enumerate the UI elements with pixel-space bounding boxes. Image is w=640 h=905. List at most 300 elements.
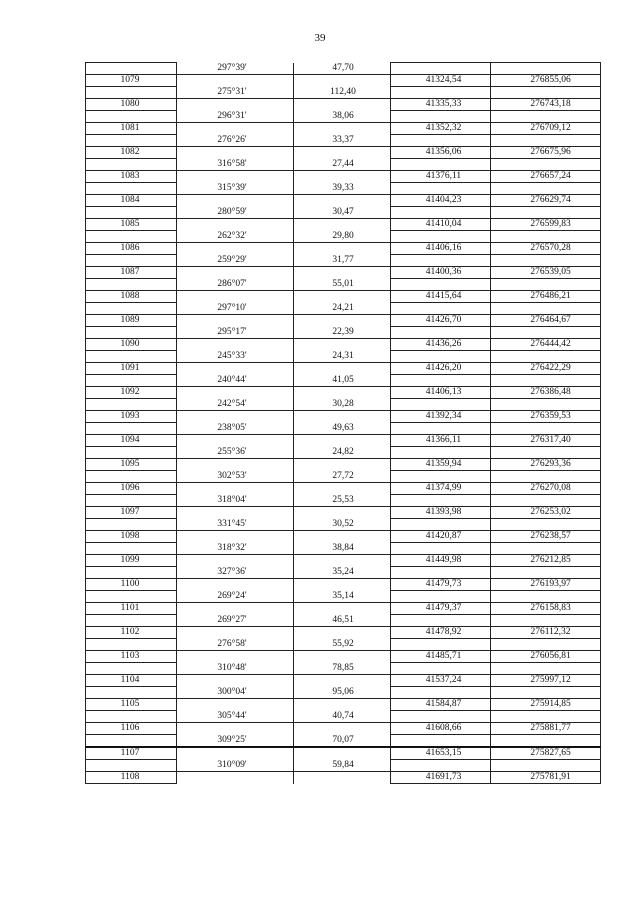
x-coordinate-cell: 41376,11 [391, 171, 491, 183]
x-coordinate-cell [391, 135, 491, 147]
distance-cell: 29,80 [294, 231, 391, 243]
measurement-row [86, 495, 601, 507]
x-coordinate-cell [391, 615, 491, 627]
y-coordinate-cell: 276253,02 [491, 507, 601, 519]
measurement-row [86, 63, 601, 75]
distance-cell: 70,07 [294, 735, 391, 748]
direction-angle-cell: 245°33' [177, 351, 294, 363]
y-coordinate-cell: 275781,91 [491, 772, 601, 784]
point-number-cell: 1088 [86, 291, 177, 303]
point-number-cell [86, 423, 177, 435]
y-coordinate-cell [491, 351, 601, 363]
distance-cell [294, 555, 391, 567]
point-number-cell: 1079 [86, 75, 177, 87]
distance-cell [294, 627, 391, 639]
point-number-cell: 1097 [86, 507, 177, 519]
y-coordinate-cell [491, 591, 601, 603]
x-coordinate-cell [391, 87, 491, 99]
x-coordinate-cell: 41406,13 [391, 387, 491, 399]
measurement-row [86, 279, 601, 291]
distance-cell [294, 435, 391, 447]
x-coordinate-cell [391, 760, 491, 772]
measurement-row [86, 87, 601, 99]
x-coordinate-cell: 41537,24 [391, 675, 491, 687]
distance-cell: 33,37 [294, 135, 391, 147]
x-coordinate-cell: 41359,94 [391, 459, 491, 471]
point-row [86, 291, 601, 303]
measurement-row [86, 591, 601, 603]
direction-angle-cell: 300°04' [177, 687, 294, 699]
distance-cell [294, 339, 391, 351]
x-coordinate-cell: 41410,04 [391, 219, 491, 231]
x-coordinate-cell: 41356,06 [391, 147, 491, 159]
direction-angle-cell [177, 243, 294, 255]
y-coordinate-cell [491, 760, 601, 772]
measurement-row [86, 760, 601, 772]
x-coordinate-cell: 41426,70 [391, 315, 491, 327]
distance-cell: 40,74 [294, 711, 391, 723]
direction-angle-cell: 262°32' [177, 231, 294, 243]
y-coordinate-cell [491, 87, 601, 99]
distance-cell: 38,84 [294, 543, 391, 555]
point-row [86, 411, 601, 423]
point-number-cell: 1107 [86, 747, 177, 760]
distance-cell: 27,44 [294, 159, 391, 171]
point-number-cell [86, 279, 177, 291]
distance-cell [294, 675, 391, 687]
point-row [86, 603, 601, 615]
distance-cell [294, 531, 391, 543]
direction-angle-cell: 255°36' [177, 447, 294, 459]
measurement-row [86, 471, 601, 483]
point-row [86, 507, 601, 519]
distance-cell [294, 219, 391, 231]
measurement-row [86, 543, 601, 555]
distance-cell: 39,33 [294, 183, 391, 195]
point-number-cell: 1094 [86, 435, 177, 447]
x-coordinate-cell [391, 495, 491, 507]
x-coordinate-cell [391, 663, 491, 675]
measurement-row [86, 399, 601, 411]
point-row [86, 459, 601, 471]
point-number-cell: 1082 [86, 147, 177, 159]
direction-angle-cell: 305°44' [177, 711, 294, 723]
direction-angle-cell [177, 291, 294, 303]
distance-cell [294, 243, 391, 255]
distance-cell: 46,51 [294, 615, 391, 627]
x-coordinate-cell [391, 207, 491, 219]
distance-cell: 95,06 [294, 687, 391, 699]
distance-cell: 25,53 [294, 495, 391, 507]
y-coordinate-cell [491, 639, 601, 651]
x-coordinate-cell [391, 639, 491, 651]
point-row [86, 195, 601, 207]
point-row [86, 387, 601, 399]
y-coordinate-cell: 276599,83 [491, 219, 601, 231]
y-coordinate-cell: 276238,57 [491, 531, 601, 543]
point-row [86, 219, 601, 231]
measurement-row [86, 375, 601, 387]
y-coordinate-cell: 276422,29 [491, 363, 601, 375]
y-coordinate-cell: 276317,40 [491, 435, 601, 447]
distance-cell [294, 195, 391, 207]
x-coordinate-cell: 41335,33 [391, 99, 491, 111]
direction-angle-cell [177, 579, 294, 591]
point-number-cell [86, 303, 177, 315]
distance-cell [294, 651, 391, 663]
direction-angle-cell: 238°05' [177, 423, 294, 435]
x-coordinate-cell: 41584,87 [391, 699, 491, 711]
point-number-cell [86, 375, 177, 387]
point-number-cell [86, 207, 177, 219]
y-coordinate-cell: 275881,77 [491, 723, 601, 735]
point-row [86, 99, 601, 111]
distance-cell [294, 75, 391, 87]
distance-cell [294, 99, 391, 111]
x-coordinate-cell: 41479,37 [391, 603, 491, 615]
point-number-cell: 1091 [86, 363, 177, 375]
direction-angle-cell [177, 651, 294, 663]
distance-cell: 55,92 [294, 639, 391, 651]
y-coordinate-cell: 276112,32 [491, 627, 601, 639]
direction-angle-cell [177, 219, 294, 231]
direction-angle-cell: 315°39' [177, 183, 294, 195]
point-row [86, 651, 601, 663]
point-number-cell: 1106 [86, 723, 177, 735]
measurement-row [86, 687, 601, 699]
distance-cell: 24,21 [294, 303, 391, 315]
y-coordinate-cell: 276270,08 [491, 483, 601, 495]
distance-cell [294, 171, 391, 183]
point-number-cell: 1102 [86, 627, 177, 639]
measurement-row [86, 255, 601, 267]
distance-cell: 22,39 [294, 327, 391, 339]
y-coordinate-cell: 275914,85 [491, 699, 601, 711]
x-coordinate-cell [391, 375, 491, 387]
point-number-cell: 1093 [86, 411, 177, 423]
point-row [86, 339, 601, 351]
point-number-cell: 1095 [86, 459, 177, 471]
point-row [86, 627, 601, 639]
point-number-cell [86, 543, 177, 555]
point-row [86, 675, 601, 687]
point-row [86, 363, 601, 375]
direction-angle-cell: 316°58' [177, 159, 294, 171]
point-number-cell [86, 255, 177, 267]
measurement-row [86, 447, 601, 459]
point-number-cell [86, 495, 177, 507]
point-row [86, 699, 601, 711]
measurement-row [86, 519, 601, 531]
point-row [86, 579, 601, 591]
measurement-row [86, 159, 601, 171]
distance-cell: 24,82 [294, 447, 391, 459]
measurement-row [86, 567, 601, 579]
x-coordinate-cell: 41400,36 [391, 267, 491, 279]
distance-cell [294, 603, 391, 615]
measurement-row [86, 327, 601, 339]
point-number-cell [86, 760, 177, 772]
distance-cell: 30,28 [294, 399, 391, 411]
x-coordinate-cell [391, 183, 491, 195]
x-coordinate-cell: 41420,87 [391, 531, 491, 543]
point-number-cell [86, 399, 177, 411]
point-row [86, 267, 601, 279]
direction-angle-cell [177, 75, 294, 87]
measurement-row [86, 207, 601, 219]
direction-angle-cell: 297°10' [177, 303, 294, 315]
direction-angle-cell [177, 627, 294, 639]
measurement-row [86, 183, 601, 195]
distance-cell: 24,31 [294, 351, 391, 363]
direction-angle-cell: 275°31' [177, 87, 294, 99]
point-row [86, 747, 601, 760]
direction-angle-cell [177, 339, 294, 351]
point-row [86, 483, 601, 495]
point-row [86, 243, 601, 255]
direction-angle-cell [177, 363, 294, 375]
point-number-cell: 1096 [86, 483, 177, 495]
point-number-cell: 1085 [86, 219, 177, 231]
distance-cell: 31,77 [294, 255, 391, 267]
point-number-cell: 1104 [86, 675, 177, 687]
point-number-cell: 1084 [86, 195, 177, 207]
x-coordinate-cell [391, 255, 491, 267]
distance-cell: 112,40 [294, 87, 391, 99]
point-number-cell: 1105 [86, 699, 177, 711]
point-number-cell [86, 711, 177, 723]
distance-cell [294, 315, 391, 327]
distance-cell: 41,05 [294, 375, 391, 387]
point-row [86, 723, 601, 735]
direction-angle-cell: 280°59' [177, 207, 294, 219]
y-coordinate-cell [491, 687, 601, 699]
direction-angle-cell [177, 459, 294, 471]
x-coordinate-cell [391, 567, 491, 579]
point-number-cell: 1081 [86, 123, 177, 135]
distance-cell [294, 363, 391, 375]
distance-cell [294, 387, 391, 399]
x-coordinate-cell [391, 279, 491, 291]
x-coordinate-cell: 41352,32 [391, 123, 491, 135]
distance-cell [294, 699, 391, 711]
y-coordinate-cell [491, 111, 601, 123]
y-coordinate-cell [491, 567, 601, 579]
measurement-row [86, 423, 601, 435]
direction-angle-cell: 310°48' [177, 663, 294, 675]
x-coordinate-cell [391, 543, 491, 555]
point-row [86, 171, 601, 183]
distance-cell [294, 507, 391, 519]
direction-angle-cell: 259°29' [177, 255, 294, 267]
x-coordinate-cell: 41426,20 [391, 363, 491, 375]
x-coordinate-cell [391, 735, 491, 748]
x-coordinate-cell [391, 231, 491, 243]
measurement-row [86, 303, 601, 315]
point-number-cell [86, 63, 177, 75]
y-coordinate-cell: 276855,06 [491, 75, 601, 87]
distance-cell: 38,06 [294, 111, 391, 123]
direction-angle-cell [177, 171, 294, 183]
measurement-row [86, 663, 601, 675]
y-coordinate-cell [491, 207, 601, 219]
x-coordinate-cell [391, 159, 491, 171]
point-number-cell: 1089 [86, 315, 177, 327]
y-coordinate-cell: 276193,97 [491, 579, 601, 591]
x-coordinate-cell: 41374,99 [391, 483, 491, 495]
x-coordinate-cell: 41691,73 [391, 772, 491, 784]
y-coordinate-cell [491, 423, 601, 435]
point-number-cell: 1080 [86, 99, 177, 111]
point-number-cell: 1086 [86, 243, 177, 255]
direction-angle-cell: 240°44' [177, 375, 294, 387]
direction-angle-cell [177, 483, 294, 495]
direction-angle-cell: 309°25' [177, 735, 294, 748]
y-coordinate-cell [491, 447, 601, 459]
coordinates-table-body [86, 63, 601, 784]
point-number-cell: 1090 [86, 339, 177, 351]
point-number-cell [86, 519, 177, 531]
x-coordinate-cell: 41608,66 [391, 723, 491, 735]
y-coordinate-cell [491, 519, 601, 531]
point-row [86, 147, 601, 159]
measurement-row [86, 615, 601, 627]
distance-cell [294, 459, 391, 471]
direction-angle-cell [177, 147, 294, 159]
point-number-cell: 1092 [86, 387, 177, 399]
x-coordinate-cell: 41392,34 [391, 411, 491, 423]
distance-cell [294, 483, 391, 495]
x-coordinate-cell: 41449,98 [391, 555, 491, 567]
y-coordinate-cell: 276675,96 [491, 147, 601, 159]
distance-cell [294, 267, 391, 279]
point-number-cell [86, 231, 177, 243]
direction-angle-cell: 242°54' [177, 399, 294, 411]
y-coordinate-cell: 276539,05 [491, 267, 601, 279]
point-number-cell [86, 687, 177, 699]
point-number-cell [86, 351, 177, 363]
distance-cell: 35,24 [294, 567, 391, 579]
x-coordinate-cell: 41406,16 [391, 243, 491, 255]
distance-cell: 59,84 [294, 760, 391, 772]
point-row [86, 75, 601, 87]
point-number-cell: 1100 [86, 579, 177, 591]
point-number-cell: 1101 [86, 603, 177, 615]
y-coordinate-cell [491, 135, 601, 147]
y-coordinate-cell: 276486,21 [491, 291, 601, 303]
point-row [86, 555, 601, 567]
x-coordinate-cell [391, 591, 491, 603]
y-coordinate-cell: 276444,42 [491, 339, 601, 351]
direction-angle-cell: 297°39' [177, 63, 294, 75]
direction-angle-cell [177, 267, 294, 279]
direction-angle-cell [177, 555, 294, 567]
x-coordinate-cell: 41366,11 [391, 435, 491, 447]
x-coordinate-cell [391, 303, 491, 315]
direction-angle-cell: 318°04' [177, 495, 294, 507]
distance-cell: 30,47 [294, 207, 391, 219]
page-number: 39 [314, 32, 326, 44]
x-coordinate-cell: 41436,26 [391, 339, 491, 351]
point-row [86, 123, 601, 135]
x-coordinate-cell: 41393,98 [391, 507, 491, 519]
distance-cell [294, 291, 391, 303]
point-number-cell [86, 447, 177, 459]
direction-angle-cell: 302°53' [177, 471, 294, 483]
y-coordinate-cell: 276359,53 [491, 411, 601, 423]
direction-angle-cell [177, 123, 294, 135]
point-number-cell [86, 663, 177, 675]
point-number-cell: 1108 [86, 772, 177, 784]
y-coordinate-cell [491, 183, 601, 195]
y-coordinate-cell [491, 543, 601, 555]
y-coordinate-cell [491, 399, 601, 411]
distance-cell [294, 747, 391, 760]
distance-cell: 30,52 [294, 519, 391, 531]
y-coordinate-cell [491, 663, 601, 675]
coordinates-table [85, 62, 601, 784]
y-coordinate-cell: 276709,12 [491, 123, 601, 135]
direction-angle-cell: 295°17' [177, 327, 294, 339]
y-coordinate-cell [491, 303, 601, 315]
y-coordinate-cell [491, 327, 601, 339]
distance-cell [294, 579, 391, 591]
direction-angle-cell [177, 603, 294, 615]
point-number-cell [86, 735, 177, 748]
point-row [86, 531, 601, 543]
direction-angle-cell: 296°31' [177, 111, 294, 123]
point-number-cell: 1103 [86, 651, 177, 663]
y-coordinate-cell [491, 375, 601, 387]
y-coordinate-cell [491, 615, 601, 627]
x-coordinate-cell [391, 447, 491, 459]
point-number-cell [86, 111, 177, 123]
point-number-cell [86, 567, 177, 579]
point-number-cell: 1083 [86, 171, 177, 183]
direction-angle-cell: 286°07' [177, 279, 294, 291]
x-coordinate-cell [391, 423, 491, 435]
y-coordinate-cell: 276158,83 [491, 603, 601, 615]
y-coordinate-cell [491, 471, 601, 483]
distance-cell [294, 411, 391, 423]
x-coordinate-cell: 41415,64 [391, 291, 491, 303]
measurement-row [86, 735, 601, 748]
point-number-cell [86, 183, 177, 195]
x-coordinate-cell: 41485,71 [391, 651, 491, 663]
point-number-cell [86, 471, 177, 483]
direction-angle-cell: 327°36' [177, 567, 294, 579]
y-coordinate-cell [491, 63, 601, 75]
point-row [86, 772, 601, 784]
point-number-cell: 1087 [86, 267, 177, 279]
direction-angle-cell: 276°26' [177, 135, 294, 147]
distance-cell [294, 123, 391, 135]
y-coordinate-cell: 276657,24 [491, 171, 601, 183]
distance-cell: 78,85 [294, 663, 391, 675]
y-coordinate-cell: 276629,74 [491, 195, 601, 207]
distance-cell: 27,72 [294, 471, 391, 483]
x-coordinate-cell [391, 111, 491, 123]
direction-angle-cell [177, 315, 294, 327]
direction-angle-cell: 318°32' [177, 543, 294, 555]
y-coordinate-cell: 276743,18 [491, 99, 601, 111]
y-coordinate-cell: 276056,81 [491, 651, 601, 663]
y-coordinate-cell [491, 279, 601, 291]
direction-angle-cell [177, 507, 294, 519]
y-coordinate-cell: 276386,48 [491, 387, 601, 399]
distance-cell [294, 147, 391, 159]
distance-cell: 47,70 [294, 63, 391, 75]
